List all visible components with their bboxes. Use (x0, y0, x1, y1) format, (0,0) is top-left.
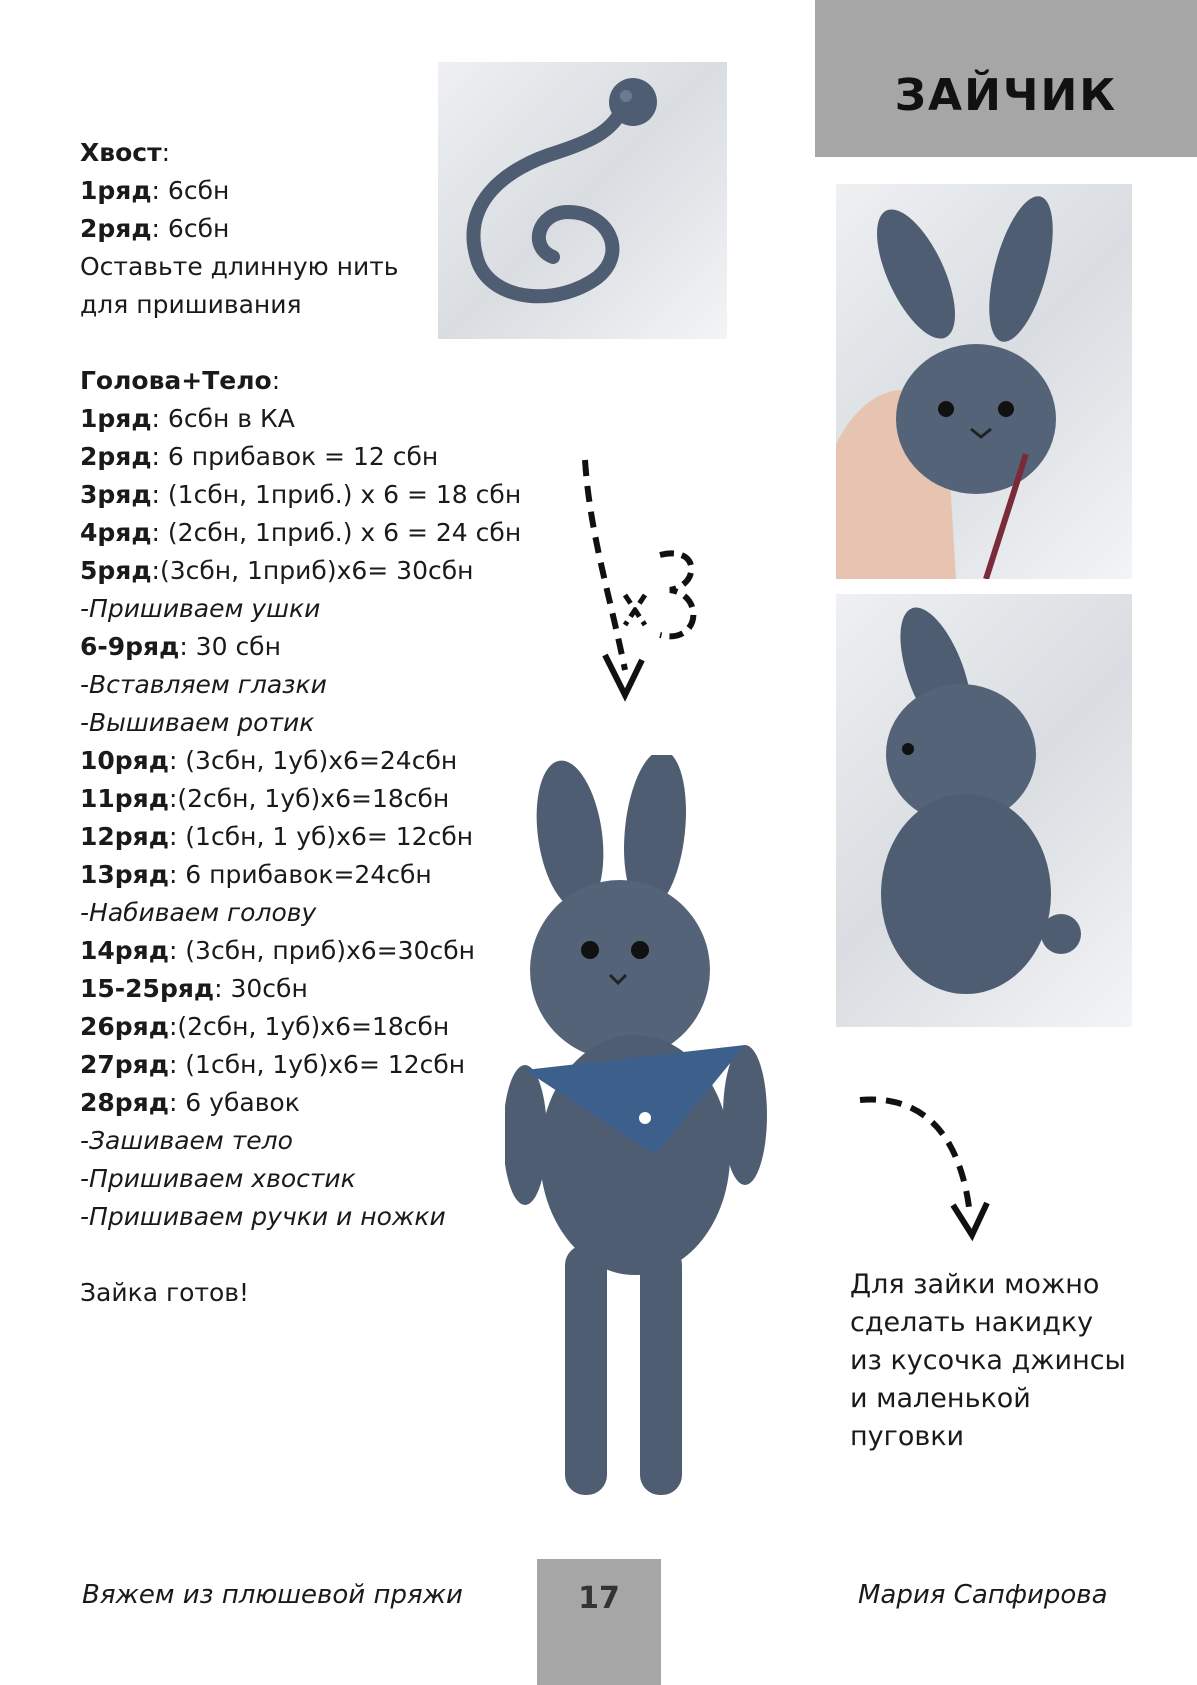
row-label: Голова+Тело (80, 366, 272, 395)
row-text: : (3сбн, 1уб)х6=24сбн (168, 746, 458, 775)
bunny-finished-illustration (505, 755, 805, 1510)
row-label: 2ряд (80, 214, 152, 243)
instruction-line (80, 1008, 521, 1046)
instruction-line (80, 1122, 521, 1160)
row-text: -Набиваем голову (80, 898, 317, 927)
instruction-line (80, 856, 521, 894)
footer-author: Мария Сапфирова (858, 1580, 1108, 1610)
instruction-line (80, 704, 521, 742)
instruction-line (80, 552, 521, 590)
row-label: 3ряд (80, 480, 152, 509)
dashed-arrow-curved-icon (855, 1085, 1005, 1245)
instruction-line (80, 476, 521, 514)
bunny-photo-front (836, 184, 1132, 579)
row-text: :(3сбн, 1приб)х6= 30сбн (151, 556, 474, 585)
row-label: 1ряд (80, 176, 152, 205)
row-text: : 6сбн (151, 214, 230, 243)
row-label: Хвост (80, 138, 162, 167)
row-label: 11ряд (80, 784, 169, 813)
instruction-line (80, 590, 521, 628)
bunny-photo-side (836, 594, 1132, 1027)
row-text: :(2сбн, 1уб)х6=18сбн (168, 1012, 450, 1041)
tail-instructions (80, 134, 399, 324)
instruction-line (80, 210, 399, 248)
instruction-line (80, 134, 399, 172)
instruction-line (80, 248, 399, 286)
row-label: 14ряд (80, 936, 169, 965)
row-text: : 6сбн в КА (151, 404, 295, 433)
note-line: пуговки (850, 1421, 965, 1452)
row-text: -Зашиваем тело (80, 1126, 293, 1155)
instruction-line (80, 818, 521, 856)
row-label: 4ряд (80, 518, 152, 547)
bunny-front-illustration (836, 184, 1132, 579)
row-label: 12ряд (80, 822, 169, 851)
row-text: -Пришиваем ушки (80, 594, 321, 623)
row-text: : (271, 366, 281, 395)
instruction-line (80, 628, 521, 666)
instruction-line (80, 286, 399, 324)
row-text: -Вышиваем ротик (80, 708, 315, 737)
row-text: :(2сбн, 1уб)х6=18сбн (168, 784, 450, 813)
instruction-line (80, 970, 521, 1008)
row-label: 2ряд (80, 442, 152, 471)
page-number: 17 (578, 1581, 620, 1616)
bunny-side-illustration (836, 594, 1132, 1027)
row-text: : 6сбн (151, 176, 230, 205)
instruction-line (80, 400, 521, 438)
note-line: Для зайки можно (850, 1269, 1100, 1300)
instruction-line (80, 362, 521, 400)
row-text: для пришивания (80, 290, 302, 319)
row-text: : (161, 138, 171, 167)
row-label: 10ряд (80, 746, 169, 775)
row-text: -Вставляем глазки (80, 670, 327, 699)
page-number-box (537, 1559, 661, 1685)
row-text: Оставьте длинную нить (80, 252, 399, 281)
row-text: : 30сбн (214, 974, 308, 1003)
instruction-line (80, 514, 521, 552)
row-label: 28ряд (80, 1088, 169, 1117)
row-label: 13ряд (80, 860, 169, 889)
dashed-arrow-x3-icon (570, 455, 720, 715)
page-title: ЗАЙЧИК (894, 70, 1118, 121)
row-text: : (1сбн, 1 уб)х6= 12сбн (168, 822, 474, 851)
instruction-line (80, 172, 399, 210)
row-text: Зайка готов! (80, 1278, 250, 1307)
denim-cape-note (850, 1266, 1126, 1456)
instruction-line (80, 1274, 521, 1312)
row-label: 27ряд (80, 1050, 169, 1079)
row-text: : (1сбн, 1уб)х6= 12сбн (168, 1050, 466, 1079)
note-line: и маленькой (850, 1383, 1031, 1414)
footer-book-title: Вяжем из плюшевой пряжи (82, 1580, 463, 1610)
row-label: 15-25ряд (80, 974, 215, 1003)
row-label: 26ряд (80, 1012, 169, 1041)
row-label: 5ряд (80, 556, 152, 585)
instruction-line (80, 438, 521, 476)
instruction-line (80, 1198, 521, 1236)
row-text: : 6 прибавок=24сбн (168, 860, 432, 889)
instruction-line (80, 1084, 521, 1122)
instruction-line (80, 1236, 521, 1274)
tail-photo-illustration (438, 62, 727, 339)
tail-photo (438, 62, 727, 339)
row-label: 6-9ряд (80, 632, 180, 661)
row-label: 1ряд (80, 404, 152, 433)
instruction-line (80, 742, 521, 780)
body-instructions (80, 362, 521, 1312)
instruction-line (80, 894, 521, 932)
row-text: : (3сбн, приб)х6=30сбн (168, 936, 475, 965)
bunny-photo-finished (505, 755, 805, 1510)
note-line: из кусочка джинсы (850, 1345, 1126, 1376)
row-text: : 6 прибавок = 12 сбн (151, 442, 439, 471)
row-text: : (2сбн, 1приб.) х 6 = 24 сбн (151, 518, 522, 547)
note-line: сделать накидку (850, 1307, 1094, 1338)
row-text: : 30 сбн (179, 632, 281, 661)
instruction-line (80, 932, 521, 970)
row-text: -Пришиваем ручки и ножки (80, 1202, 446, 1231)
instruction-line (80, 666, 521, 704)
row-text: : (1сбн, 1приб.) х 6 = 18 сбн (151, 480, 522, 509)
title-box (815, 0, 1197, 157)
instruction-line (80, 780, 521, 818)
row-text: -Пришиваем хвостик (80, 1164, 356, 1193)
instruction-line (80, 1160, 521, 1198)
row-text: : 6 убавок (168, 1088, 300, 1117)
instruction-line (80, 1046, 521, 1084)
